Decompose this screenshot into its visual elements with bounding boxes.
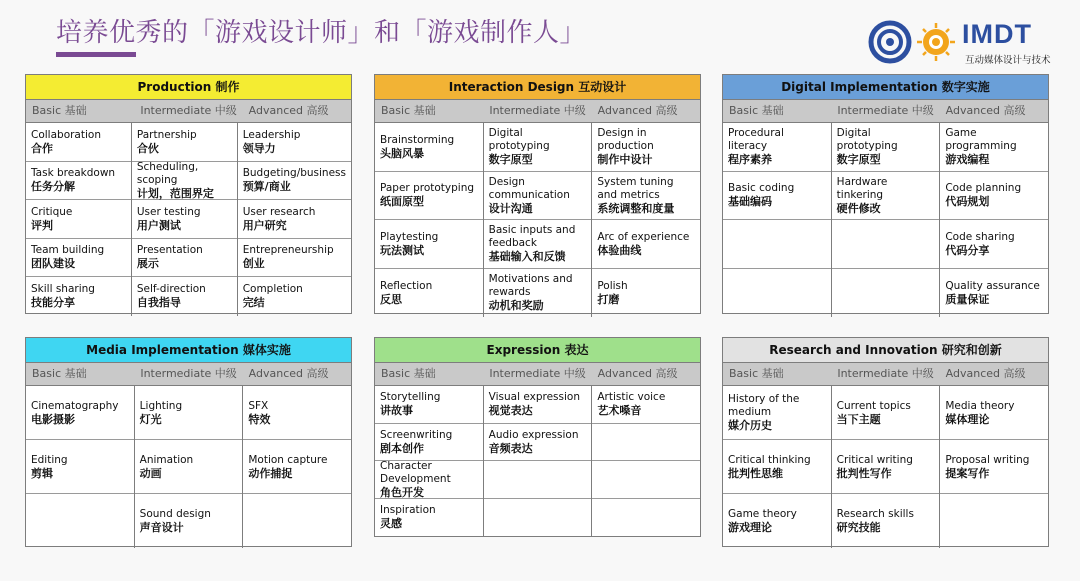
panel-production xyxy=(25,74,352,314)
skill-name-en: Presentation xyxy=(136,244,203,257)
skill-column xyxy=(243,386,351,548)
skill-cell xyxy=(592,461,700,499)
skill-name-zh: 领导力 xyxy=(242,141,276,155)
skill-name-zh: 灯光 xyxy=(139,412,162,426)
skill-column xyxy=(132,123,238,316)
skill-cell xyxy=(238,162,351,201)
skill-cell xyxy=(375,269,483,318)
skill-name-en: Team building xyxy=(31,244,105,257)
col-advanced: Advanced 高级 xyxy=(945,367,1026,380)
panel-expression xyxy=(374,337,701,537)
panel-research-innovation xyxy=(722,337,1049,547)
skill-cell xyxy=(592,172,700,221)
col-basic: Basic 基础 xyxy=(729,104,784,117)
skill-name-zh: 艺术嗓音 xyxy=(597,404,642,418)
col-advanced: Advanced 高级 xyxy=(248,367,329,380)
column-headers xyxy=(375,363,700,386)
skill-name-en: Inspiration xyxy=(380,504,436,517)
col-intermediate: Intermediate 中级 xyxy=(837,104,934,117)
skill-name-en: Partnership xyxy=(136,128,197,141)
panel-title: Interaction Design 互动设计 xyxy=(375,75,700,100)
skill-name-zh: 研究技能 xyxy=(836,521,881,534)
skill-name-zh: 自我指导 xyxy=(136,296,181,310)
panel-media-implementation xyxy=(25,337,352,547)
skill-name-en: Budgeting/business xyxy=(242,167,346,180)
skill-name-en: Task breakdown xyxy=(31,167,116,180)
skill-name-en: Lighting xyxy=(139,399,183,412)
skill-cell xyxy=(940,220,1048,269)
skill-cell xyxy=(243,386,351,440)
skill-name-zh: 合作 xyxy=(31,141,53,155)
col-basic: Basic 基础 xyxy=(32,367,87,380)
skill-name-en: Critical writing xyxy=(836,453,913,466)
skill-name-en: Motivations and rewards xyxy=(488,273,573,299)
skill-name-en: Procedural literacy xyxy=(728,127,784,153)
skill-name-zh: 用户研究 xyxy=(242,218,287,232)
col-intermediate: Intermediate 中级 xyxy=(837,367,934,380)
skill-name-zh: 任务分解 xyxy=(31,180,75,194)
skill-name-en: System tuning and metrics xyxy=(597,175,674,201)
skill-cell xyxy=(592,499,700,537)
skill-name-zh: 头脑风暴 xyxy=(380,146,424,160)
skill-cell xyxy=(484,220,592,269)
panel-title: Production 制作 xyxy=(26,75,351,100)
skill-cell xyxy=(26,200,131,239)
panel-title: Research and Innovation 研究和创新 xyxy=(723,338,1048,363)
skill-name-zh: 动机和奖励 xyxy=(488,299,544,313)
skill-name-zh: 系统调整和度量 xyxy=(597,201,675,215)
skill-name-en: Collaboration xyxy=(31,128,101,141)
skill-cell xyxy=(375,461,483,499)
skill-name-zh: 合伙 xyxy=(136,141,159,155)
skill-cell xyxy=(484,424,592,462)
skill-cell xyxy=(723,123,831,172)
skill-name-zh: 基础输入和反馈 xyxy=(488,250,566,264)
skill-name-zh: 展示 xyxy=(136,257,159,271)
skill-column xyxy=(375,123,484,317)
skill-cell xyxy=(484,386,592,424)
panel-title: Media Implementation 媒体实施 xyxy=(26,338,351,363)
skill-name-zh: 代码规划 xyxy=(945,195,990,209)
skill-cell xyxy=(940,269,1048,318)
skill-cell xyxy=(940,494,1048,548)
skill-name-zh: 媒介历史 xyxy=(728,419,772,432)
skill-name-en: Current topics xyxy=(836,399,911,412)
skill-cell xyxy=(132,123,237,162)
skill-name-zh: 灵感 xyxy=(380,517,402,531)
skill-cell xyxy=(940,172,1048,221)
skill-name-zh: 游戏编程 xyxy=(945,153,990,167)
skill-cell xyxy=(723,269,831,318)
skill-name-zh: 反思 xyxy=(380,292,402,306)
skill-cell xyxy=(832,123,940,172)
skill-name-en: Design communication xyxy=(488,175,570,201)
skill-cell xyxy=(135,494,243,548)
skill-name-zh: 计划，范围界定 xyxy=(136,186,214,200)
skill-name-zh: 音频表达 xyxy=(488,441,533,455)
skill-name-en: Completion xyxy=(242,283,303,296)
skill-cell xyxy=(592,424,700,462)
skill-cell xyxy=(723,494,831,548)
col-intermediate: Intermediate 中级 xyxy=(140,104,237,117)
skill-name-en: Skill sharing xyxy=(31,283,95,296)
skill-column xyxy=(592,123,700,317)
skill-cell xyxy=(723,440,831,494)
skill-column xyxy=(238,123,351,316)
skill-cell xyxy=(484,172,592,221)
skill-name-en: Polish xyxy=(597,279,628,292)
panel-interaction-design xyxy=(374,74,701,314)
col-advanced: Advanced 高级 xyxy=(597,104,678,117)
skill-name-en: Game programming xyxy=(945,127,1017,153)
skill-name-en: Code planning xyxy=(945,182,1022,195)
skill-name-zh: 完结 xyxy=(242,296,265,310)
skill-name-en: Reflection xyxy=(380,279,433,292)
skill-name-en: Paper prototyping xyxy=(380,182,475,195)
skill-cell xyxy=(135,440,243,494)
skill-cell xyxy=(592,269,700,318)
skill-name-zh: 用户测试 xyxy=(136,218,181,232)
skill-name-zh: 媒体理论 xyxy=(945,412,990,426)
skill-name-en: Arc of experience xyxy=(597,230,690,243)
column-headers xyxy=(26,100,351,123)
skill-name-en: Brainstorming xyxy=(380,133,455,146)
skill-cell xyxy=(132,277,237,316)
skill-name-en: Storytelling xyxy=(380,391,441,404)
skill-cell xyxy=(375,220,483,269)
skill-cell xyxy=(375,424,483,462)
skill-name-en: Scheduling, scoping xyxy=(136,160,199,186)
skill-name-zh: 团队建设 xyxy=(31,257,75,271)
skill-name-zh: 打磨 xyxy=(597,292,620,306)
skill-column xyxy=(723,123,832,317)
skill-name-zh: 纸面原型 xyxy=(380,195,424,209)
skill-cell xyxy=(238,200,351,239)
col-basic: Basic 基础 xyxy=(381,367,436,380)
skill-name-zh: 技能分享 xyxy=(31,296,75,310)
skill-name-en: Critical thinking xyxy=(728,453,811,466)
skill-name-en: Digital prototyping xyxy=(836,127,898,153)
col-advanced: Advanced 高级 xyxy=(597,367,678,380)
skill-name-en: Audio expression xyxy=(488,428,579,441)
skill-cell xyxy=(132,162,237,201)
col-intermediate: Intermediate 中级 xyxy=(489,104,586,117)
skill-name-en: Motion capture xyxy=(248,453,328,466)
skill-name-en: Entrepreneurship xyxy=(242,244,334,257)
logo-subtitle: 互动媒体设计与技术 xyxy=(965,55,1051,66)
skill-name-en: Hardware tinkering xyxy=(836,175,888,201)
col-advanced: Advanced 高级 xyxy=(248,104,329,117)
skill-cell xyxy=(484,461,592,499)
panel-digital-implementation xyxy=(722,74,1049,314)
skill-name-zh: 特效 xyxy=(248,412,271,426)
column-headers xyxy=(723,363,1048,386)
skill-name-zh: 当下主题 xyxy=(836,412,881,426)
skill-name-zh: 体验曲线 xyxy=(597,243,642,257)
skill-name-en: Visual expression xyxy=(488,391,580,404)
skill-cell xyxy=(375,499,483,537)
skill-name-en: User testing xyxy=(136,205,201,218)
skill-cell xyxy=(375,123,483,172)
skill-name-en: Proposal writing xyxy=(945,453,1030,466)
skill-cell xyxy=(940,123,1048,172)
column-headers xyxy=(723,100,1048,123)
skill-cell xyxy=(832,386,940,440)
skill-name-zh: 电影摄影 xyxy=(31,412,75,426)
skill-cell xyxy=(243,440,351,494)
col-intermediate: Intermediate 中级 xyxy=(140,367,237,380)
skill-cell xyxy=(484,499,592,537)
skill-name-en: Basic coding xyxy=(728,182,795,195)
col-basic: Basic 基础 xyxy=(32,104,87,117)
skill-name-zh: 剧本创作 xyxy=(380,441,424,455)
skill-name-en: Editing xyxy=(31,453,68,466)
skill-cell xyxy=(375,172,483,221)
skill-name-en: User research xyxy=(242,205,316,218)
skill-name-en: Animation xyxy=(139,453,194,466)
skill-name-zh: 制作中设计 xyxy=(597,153,653,167)
skill-name-en: Artistic voice xyxy=(597,391,666,404)
skill-cell xyxy=(484,123,592,172)
skill-name-en: Playtesting xyxy=(380,230,439,243)
skill-name-en: Critique xyxy=(31,205,73,218)
skill-name-zh: 提案写作 xyxy=(945,466,990,480)
skill-name-zh: 评判 xyxy=(31,218,53,232)
skill-name-en: Game theory xyxy=(728,508,797,520)
skill-name-zh: 视觉表达 xyxy=(488,404,533,418)
skill-name-en: History of the medium xyxy=(728,393,800,418)
skill-name-zh: 批判性思维 xyxy=(728,466,783,480)
skill-column xyxy=(375,386,484,536)
skill-name-en: Media theory xyxy=(945,399,1015,412)
skill-cell xyxy=(26,386,134,440)
skill-column xyxy=(592,386,700,536)
skill-column xyxy=(26,123,132,316)
skill-name-zh: 数字原型 xyxy=(836,153,881,167)
title-underline xyxy=(56,52,136,57)
skill-name-zh: 创业 xyxy=(242,257,265,271)
skill-column xyxy=(484,123,593,317)
skill-name-en: Basic inputs and feedback xyxy=(488,224,576,250)
skill-name-zh: 游戏理论 xyxy=(728,521,772,534)
skill-column xyxy=(832,386,941,548)
skill-cell xyxy=(132,200,237,239)
skill-name-zh: 数字原型 xyxy=(488,153,533,167)
skill-name-zh: 动作捕捉 xyxy=(248,466,293,480)
skill-cell xyxy=(940,386,1048,440)
col-basic: Basic 基础 xyxy=(381,104,436,117)
skill-name-zh: 玩法测试 xyxy=(380,243,424,257)
skill-column xyxy=(135,386,244,548)
skill-cell xyxy=(26,277,131,316)
skill-column xyxy=(940,123,1048,317)
panel-title: Digital Implementation 数字实施 xyxy=(723,75,1048,100)
skill-name-en: Screenwriting xyxy=(380,428,453,441)
skill-name-zh: 声音设计 xyxy=(139,521,184,534)
skill-name-zh: 硬件修改 xyxy=(836,201,881,215)
skill-cell xyxy=(26,123,131,162)
skill-cell xyxy=(832,269,940,318)
column-headers xyxy=(26,363,351,386)
skill-cell xyxy=(940,440,1048,494)
skill-name-zh: 预算/商业 xyxy=(242,180,291,194)
panel-title: Expression 表达 xyxy=(375,338,700,363)
skill-cell xyxy=(592,123,700,172)
column-headers xyxy=(375,100,700,123)
skill-cell xyxy=(592,386,700,424)
skill-name-zh: 基础编码 xyxy=(728,195,772,209)
skill-name-zh: 程序素养 xyxy=(728,153,772,167)
skill-column xyxy=(723,386,832,548)
skill-name-en: Research skills xyxy=(836,508,914,520)
skill-name-en: Sound design xyxy=(139,508,211,520)
skill-cell xyxy=(723,386,831,440)
skill-name-en: Cinematography xyxy=(31,399,119,412)
skill-name-zh: 剪辑 xyxy=(31,466,53,480)
skill-name-en: Digital prototyping xyxy=(488,127,550,153)
skill-cell xyxy=(832,220,940,269)
skill-name-en: Self-direction xyxy=(136,283,206,296)
skill-cell xyxy=(238,123,351,162)
page-title: 培养优秀的「游戏设计师」和「游戏制作人」 xyxy=(56,18,587,48)
col-advanced: Advanced 高级 xyxy=(945,104,1026,117)
skill-cell xyxy=(132,239,237,278)
skill-name-en: Character Development xyxy=(380,459,451,485)
skill-name-zh: 批判性写作 xyxy=(836,466,892,480)
skill-cell xyxy=(26,162,131,201)
skill-cell xyxy=(723,220,831,269)
skill-column xyxy=(832,123,941,317)
logo-text: IMDT xyxy=(962,19,1032,49)
skill-cell xyxy=(26,494,134,548)
col-intermediate: Intermediate 中级 xyxy=(489,367,586,380)
skill-cell xyxy=(26,239,131,278)
skill-cell xyxy=(832,440,940,494)
col-basic: Basic 基础 xyxy=(729,367,784,380)
skill-name-en: Code sharing xyxy=(945,230,1015,243)
skill-cell xyxy=(243,494,351,548)
skill-cell xyxy=(832,494,940,548)
skill-column xyxy=(940,386,1048,548)
skill-cell xyxy=(135,386,243,440)
skill-name-zh: 设计沟通 xyxy=(488,201,533,215)
skill-cell xyxy=(484,269,592,318)
skill-name-zh: 代码分享 xyxy=(945,243,990,257)
skill-name-en: Design in production xyxy=(597,127,654,153)
skill-name-zh: 讲故事 xyxy=(380,404,413,418)
skill-name-en: Leadership xyxy=(242,128,301,141)
skill-column xyxy=(26,386,135,548)
skill-name-en: Quality assurance xyxy=(945,279,1040,292)
skill-cell xyxy=(238,277,351,316)
skill-column xyxy=(484,386,593,536)
skill-cell xyxy=(592,220,700,269)
skill-cell xyxy=(832,172,940,221)
skill-cell xyxy=(375,386,483,424)
skill-cell xyxy=(723,172,831,221)
skill-name-zh: 角色开发 xyxy=(380,485,424,499)
skill-name-en: SFX xyxy=(248,399,269,412)
skill-cell xyxy=(26,440,134,494)
skill-cell xyxy=(238,239,351,278)
skill-name-zh: 质量保证 xyxy=(945,292,990,306)
skill-name-zh: 动画 xyxy=(139,466,162,480)
